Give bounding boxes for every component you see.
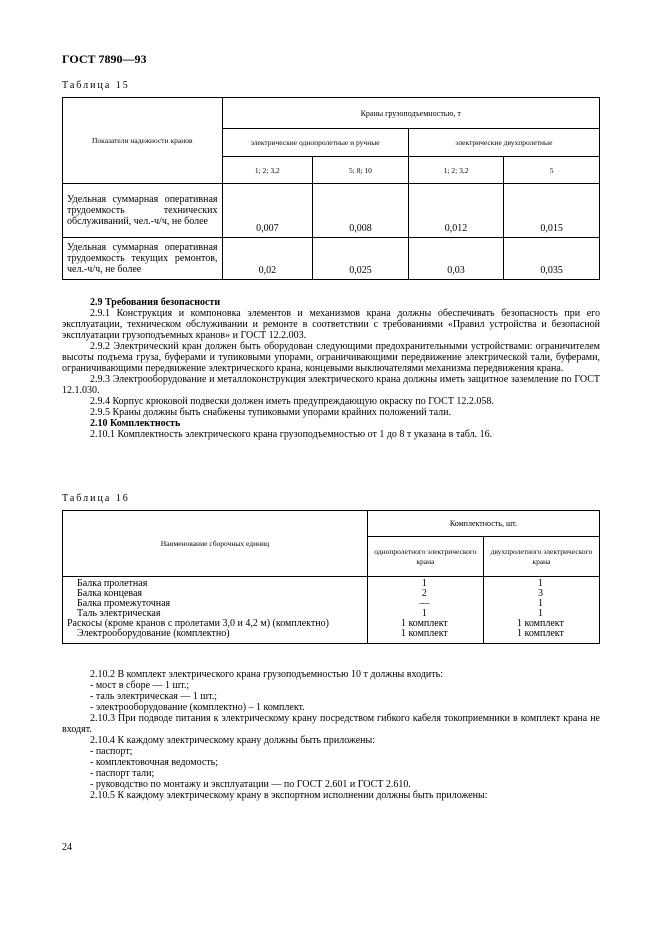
section-title: 2.9 Требования безопасности xyxy=(90,297,221,308)
t15-sub2-header: электрические двухпролетные xyxy=(408,129,599,157)
t16-cell: 1 комплект xyxy=(400,628,448,639)
t16-name-header: Наименование сборочных единиц xyxy=(63,511,368,577)
t15-cell: 0,015 xyxy=(504,184,600,238)
t15-indicator-header: Показатели надежности кранов xyxy=(63,98,223,184)
t16-cell: 1 xyxy=(421,608,427,619)
t16-row-name: Балка концевая xyxy=(77,588,143,599)
t15-cap-col: 5 xyxy=(504,157,600,184)
t16-cell: 1 комплект xyxy=(517,618,564,629)
t15-row-label: Удельная суммарная оперативная трудоемкость текущих ремонтов, чел.-ч/ч, не более xyxy=(63,238,223,280)
table16-caption: Таблица 16 xyxy=(62,493,130,504)
page-number: 24 xyxy=(62,842,72,853)
t16-cell: 3 xyxy=(537,588,543,599)
t15-cap-col: 1; 2; 3,2 xyxy=(222,157,313,184)
t16-cell: 1 xyxy=(421,578,427,589)
table15 xyxy=(62,97,600,280)
list-item: - таль электрическая — 1 шт.; xyxy=(90,691,218,702)
t15-cap-col: 1; 2; 3,2 xyxy=(408,157,504,184)
table-row xyxy=(63,184,600,238)
t15-cap-col: 5; 8; 10 xyxy=(313,157,409,184)
t16-sub2-header: двухпролетного электрического крана xyxy=(483,537,599,577)
t15-cell: 0,007 xyxy=(222,184,313,238)
paragraph: 2.9.5 Краны должны быть снабжены тупиковыми упорами крайних положений тали. xyxy=(90,407,452,418)
t16-cell: 1 xyxy=(537,578,543,589)
t16-row-name: Электрооборудование (комплектно) xyxy=(77,628,230,639)
t16-cell: 1 комплект xyxy=(517,628,564,639)
paragraph: 2.10.5 К каждому электрическому крану в экспортном исполнении должны быть приложены: xyxy=(90,790,488,801)
t16-row-name: Раскосы (кроме кранов с пролетами 3,0 и 4,2 м) (комплектно) xyxy=(67,618,329,629)
paragraph: 2.9.2 Электрический кран должен быть оборудован следующими предохранительными устройствами: ограничителем высоты подъема груза, буферами и тупиковыми упорами, ограничивающими передвижение электрической тали, буферами, ограничивающими передвижение электрического крана, концевыми выключателями механизма передвижения крана. xyxy=(62,341,600,374)
list-item: - мост в сборе — 1 шт.; xyxy=(90,680,190,691)
table16 xyxy=(62,510,600,644)
t16-cell: 1 xyxy=(537,608,543,619)
list-item: - паспорт тали; xyxy=(90,768,155,779)
t15-cell: 0,035 xyxy=(504,238,600,280)
t15-cell: 0,008 xyxy=(313,184,409,238)
list-item: - комплектовочная ведомость; xyxy=(90,757,218,768)
section-title: 2.10 Комплектность xyxy=(90,418,181,429)
paragraph: 2.9.4 Корпус крюковой подвески должен иметь предупреждающую окраску по ГОСТ 12.2.058. xyxy=(90,396,494,407)
table15-caption: Таблица 15 xyxy=(62,80,130,91)
paragraph: 2.10.3 При подводе питания к электрическому крану посредством гибкого кабеля токоприемники в комплект крана не входят. xyxy=(62,713,600,735)
table-row xyxy=(63,577,600,644)
t16-sub1-header: однопролетного электрического крана xyxy=(367,537,483,577)
table-row xyxy=(63,238,600,280)
t15-cell: 0,02 xyxy=(222,238,313,280)
list-item: - электрооборудование (комплектно) – 1 комплект. xyxy=(90,702,305,713)
t16-row-name: Балка пролетная xyxy=(77,578,148,589)
t16-cell: 1 комплект xyxy=(400,618,448,629)
t15-cell: 0,03 xyxy=(408,238,504,280)
t16-group-header: Комплектность, шт. xyxy=(367,511,599,537)
section-2-10-continued xyxy=(62,669,600,801)
t15-row-label: Удельная суммарная оперативная трудоемкость технических обслуживаний, чел.-ч/ч, не более xyxy=(63,184,223,238)
paragraph: 2.10.1 Комплектность электрического крана грузоподъемностью от 1 до 8 т указана в табл. 16. xyxy=(90,429,493,440)
list-item: - паспорт; xyxy=(90,746,133,757)
list-item: - руководство по монтажу и эксплуатации — по ГОСТ 2.601 и ГОСТ 2.610. xyxy=(90,779,411,790)
paragraph: 2.9.1 Конструкция и компоновка элементов и механизмов крана должны обеспечивать безопасность при его эксплуатации, техническом обслуживании и ремонте в соответствии с требованиями «Правил устройства и безопасной эксплуатации грузоподъемных кранов» и ГОСТ 12.2.003. xyxy=(62,308,600,341)
t15-cell: 0,025 xyxy=(313,238,409,280)
t15-sub1-header: электрические однопролетные и ручные xyxy=(222,129,408,157)
paragraph: 2.9.3 Электрооборудование и металлоконструкция электрического крана должны иметь защитное заземление по ГОСТ 12.1.030. xyxy=(62,374,600,396)
section-2-9 xyxy=(62,297,600,440)
t16-row-name: Балка промежуточная xyxy=(77,598,171,609)
t16-row-name: Таль электрическая xyxy=(77,608,161,619)
paragraph: 2.10.4 К каждому электрическому крану должны быть приложены: xyxy=(90,735,376,746)
t15-group-header: Краны грузоподъемностью, т xyxy=(222,98,599,129)
t16-cell: 2 xyxy=(421,588,427,599)
t16-cell: 1 xyxy=(537,598,543,609)
document-header: ГОСТ 7890—93 xyxy=(62,52,147,66)
t15-cell: 0,012 xyxy=(408,184,504,238)
t16-cell: — xyxy=(419,598,430,609)
paragraph: 2.10.2 В комплект электрического крана грузоподъемностью 10 т должны входить: xyxy=(90,669,443,680)
